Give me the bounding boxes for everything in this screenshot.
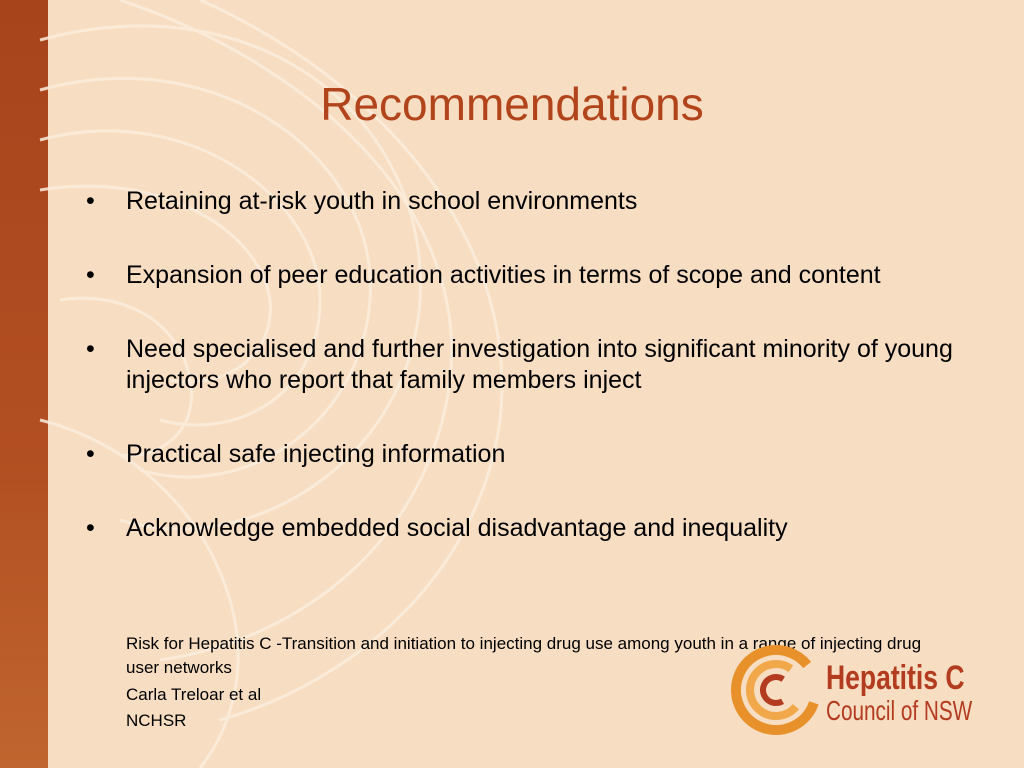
bullet-icon: • xyxy=(86,187,95,215)
bullet-icon: • xyxy=(86,335,95,363)
slide-title: Recommendations xyxy=(320,78,704,130)
citation-reference: Risk for Hepatitis C -Transition and initiation to injecting drug use among youth in a range of injecting drug user networks xyxy=(126,634,922,677)
bullet-icon: • xyxy=(86,514,95,542)
list-item-text: Practical safe injecting information xyxy=(126,440,506,468)
list-item xyxy=(84,260,964,291)
citation-authors: Carla Treloar et al xyxy=(126,685,262,704)
list-item xyxy=(84,334,964,396)
logo-name: Hepatitis C xyxy=(826,659,965,697)
list-item-text: Need specialised and further investigation into significant minority of young injectors who report that family members inject xyxy=(126,335,953,394)
list-item xyxy=(84,439,964,470)
bullet-icon: • xyxy=(86,261,95,289)
bullet-icon: • xyxy=(86,440,95,468)
citation-organisation: NCHSR xyxy=(126,711,187,730)
list-item xyxy=(84,186,964,217)
organisation-logo xyxy=(826,660,1024,726)
list-item-text: Retaining at-risk youth in school environments xyxy=(126,187,638,215)
recommendation-list xyxy=(84,186,964,587)
logo-subtitle: Council of NSW xyxy=(826,695,973,726)
list-item-text: Acknowledge embedded social disadvantage and inequality xyxy=(126,514,788,542)
list-item-text: Expansion of peer education activities in terms of scope and content xyxy=(126,261,881,289)
list-item xyxy=(84,513,964,544)
